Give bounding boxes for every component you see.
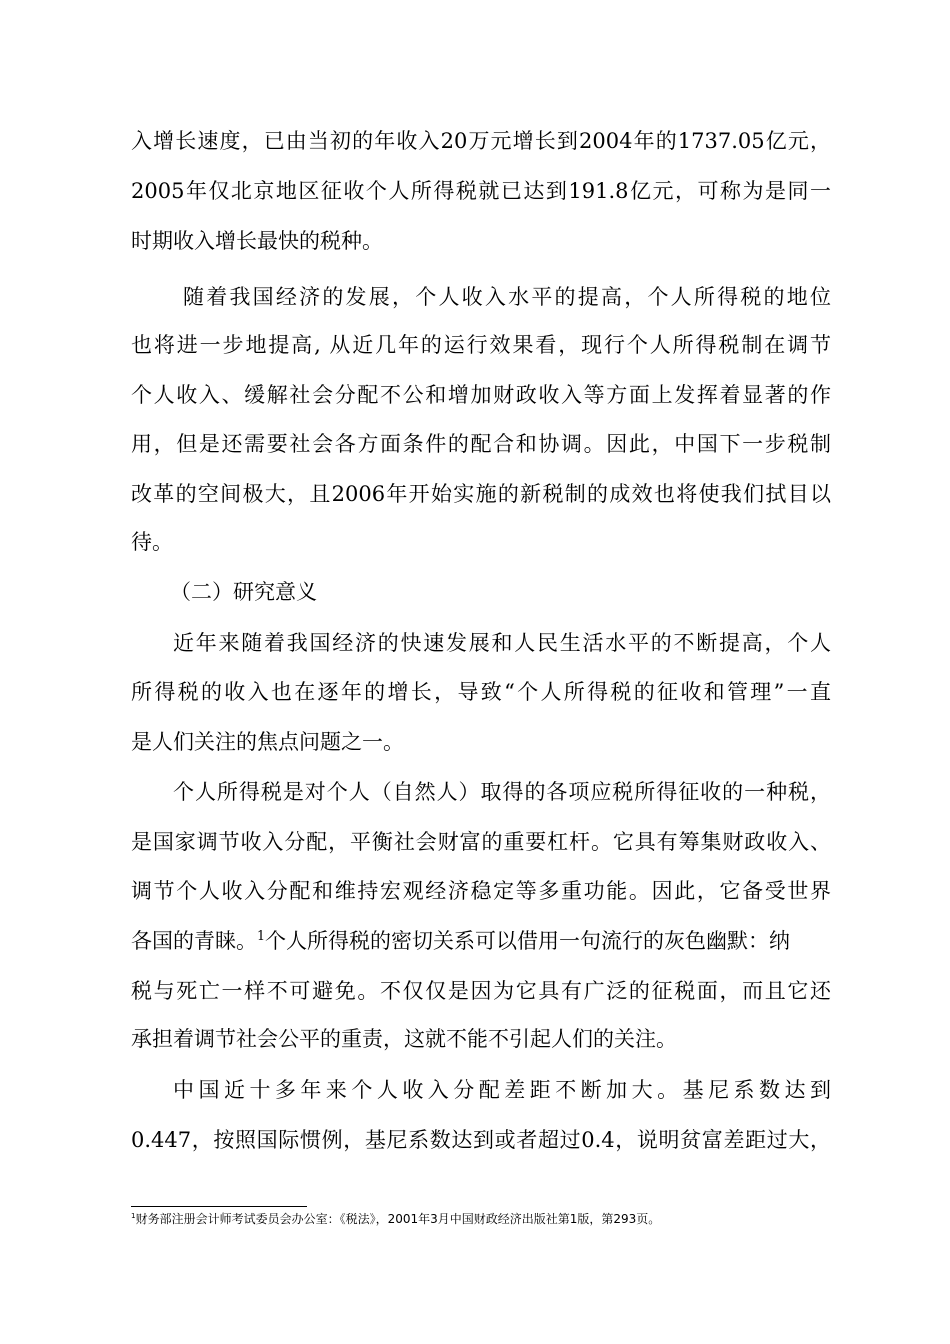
body-line: 承担着调节社会公平的重责，这就不能不引起人们的关注。 — [131, 1027, 677, 1051]
body-line: 税与死亡一样不可避免。不仅仅是因为它具有广泛的征税面，而且它还 — [131, 979, 831, 1003]
body-line: 2005年仅北京地区征收个人所得税就已达到191.8亿元，可称为是同一 — [131, 179, 831, 203]
body-line: 个人收入、缓解社会分配不公和增加财政收入等方面上发挥着显著的作 — [131, 383, 831, 407]
paragraph-first-line: 随着我国经济的发展，个人收入水平的提高，个人所得税的地位 — [183, 285, 831, 309]
body-line: 调节个人收入分配和维持宏观经济稳定等多重功能。因此，它备受世界 — [131, 879, 831, 903]
footnote-reference[interactable]: 1 — [257, 928, 266, 943]
paragraph-first-line: 近年来随着我国经济的快速发展和人民生活水平的不断提高，个人 — [173, 631, 831, 655]
body-line: 0.447，按照国际惯例，基尼系数达到或者超过0.4，说明贫富差距过大， — [131, 1128, 831, 1152]
paragraph-first-line: 中国近十多年来个人收入分配差距不断加大。基尼系数达到 — [173, 1078, 831, 1102]
body-line: 也将进一步地提高, 从近几年的运行效果看，现行个人所得税制在调节 — [131, 333, 831, 357]
body-line: 待。 — [131, 530, 173, 554]
paragraph-first-line: 个人所得税是对个人（自然人）取得的各项应税所得征收的一种税， — [173, 780, 831, 804]
footnote-text: 财务部注册会计师考试委员会办公室：《税法》，2001年3月中国财政经济出版社第1版，第293页。 — [135, 1212, 661, 1226]
footnote — [131, 1211, 660, 1227]
body-line-with-footnote — [131, 928, 831, 954]
line-prefix: 各国的青睐。 — [131, 929, 257, 953]
body-line: 用，但是还需要社会各方面条件的配合和协调。因此，中国下一步税制 — [131, 432, 831, 456]
body-line: 是人们关注的焦点问题之一。 — [131, 730, 404, 754]
footnote-marker: 1 — [131, 1211, 136, 1220]
body-line: 是国家调节收入分配，平衡社会财富的重要杠杆。它具有筹集财政收入、 — [131, 830, 831, 854]
section-heading: （二）研究意义 — [170, 580, 317, 604]
footnote-separator — [131, 1206, 307, 1207]
body-line: 时期收入增长最快的税种。 — [131, 229, 383, 253]
line-suffix: 个人所得税的密切关系可以借用一句流行的灰色幽默：纳 — [265, 929, 791, 953]
body-line: 入增长速度，已由当初的年收入20万元增长到2004年的1737.05亿元， — [131, 129, 831, 153]
body-line: 改革的空间极大，且2006年开始实施的新税制的成效也将使我们拭目以 — [131, 482, 831, 506]
body-line: 所得税的收入也在逐年的增长，导致“个人所得税的征收和管理”一直 — [131, 680, 831, 704]
